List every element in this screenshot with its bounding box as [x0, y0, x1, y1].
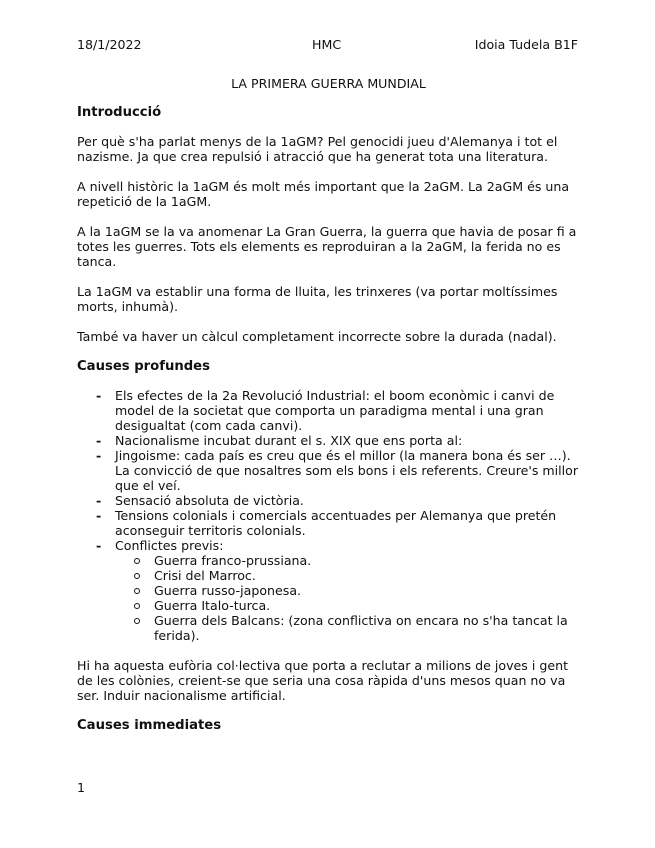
cause-item — [77, 508, 580, 538]
conflict-item — [115, 598, 580, 613]
conflict-text: Crisi del Marroc. — [154, 568, 256, 583]
page-number: 1 — [77, 780, 86, 795]
cause-text: Tensions colonials i comercials accentuades per Alemanya que pretén aconseguir territoris colonials. — [115, 508, 557, 538]
cause-text: Els efectes de la 2a Revolució Industrial: el boom econòmic i canvi de model de la societat que comporta un paradigma mental i una gran desigualtat (com cada canvi). — [115, 388, 555, 433]
conflict-text: Guerra Italo-turca. — [154, 598, 271, 613]
cause-item — [77, 538, 580, 643]
dash-bullet-icon: - — [96, 538, 102, 553]
cause-text: Sensació absoluta de victòria. — [115, 493, 304, 508]
conflict-text: Guerra dels Balcans: (zona conflictiva on encara no s'ha tancat la ferida). — [154, 613, 568, 643]
intro-paragraph: Per què s'ha parlat menys de la 1aGM? Pel genocidi jueu d'Alemanya i tot el nazisme. Ja que crea repulsió i atracció que ha generat tota una literatura. — [77, 134, 558, 164]
circle-bullet-icon — [134, 618, 140, 624]
circle-bullet-icon — [134, 573, 140, 579]
document-body — [77, 76, 580, 747]
cause-item — [77, 388, 580, 433]
header-subject: HMC — [312, 37, 342, 52]
intro-paragraph: La 1aGM va establir una forma de lluita, les trinxeres (va portar moltíssimes morts, inhumà). — [77, 284, 558, 314]
circle-bullet-icon — [134, 603, 140, 609]
page-header — [77, 37, 578, 53]
conflict-item — [115, 583, 580, 598]
causes-list — [77, 388, 580, 643]
cause-item — [77, 448, 580, 493]
closing-paragraph: Hi ha aquesta eufòria col·lectiva que porta a reclutar a milions de joves i gent de les colònies, creient-se que seria una cosa ràpida d'uns mesos quan no va ser. Induir nacionalisme artificial. — [77, 658, 569, 703]
header-author: Idoia Tudela B1F — [474, 37, 578, 52]
conflict-text: Guerra franco-prussiana. — [154, 553, 312, 568]
cause-item — [77, 493, 580, 508]
conflict-item — [115, 613, 580, 643]
previous-conflicts-list — [115, 553, 580, 643]
dash-bullet-icon: - — [96, 448, 102, 463]
conflict-text: Guerra russo-japonesa. — [154, 583, 302, 598]
intro-paragraph: A nivell històric la 1aGM és molt més important que la 2aGM. La 2aGM és una repetició de la 1aGM. — [77, 179, 570, 209]
document-title: LA PRIMERA GUERRA MUNDIAL — [231, 76, 426, 91]
causes-heading: Causes profundes — [77, 359, 210, 374]
conflict-item — [115, 553, 580, 568]
dash-bullet-icon: - — [96, 433, 102, 448]
intro-paragraph: També va haver un càlcul completament incorrecte sobre la durada (nadal). — [77, 329, 557, 344]
cause-text: Conflictes previs: — [115, 538, 224, 553]
cause-text: Jingoisme: cada país es creu que és el millor (la manera bona és ser …). La convicció de que nosaltres som els bons i els referents. Creure's millor que el veí. — [115, 448, 579, 493]
cause-text: Nacionalisme incubat durant el s. XIX que ens porta al: — [115, 433, 463, 448]
circle-bullet-icon — [134, 588, 140, 594]
header-date: 18/1/2022 — [77, 37, 142, 52]
intro-heading: Introducció — [77, 105, 162, 120]
conflict-item — [115, 568, 580, 583]
circle-bullet-icon — [134, 558, 140, 564]
dash-bullet-icon: - — [96, 508, 102, 523]
immediate-causes-heading: Causes immediates — [77, 718, 222, 733]
dash-bullet-icon: - — [96, 493, 102, 508]
intro-paragraph: A la 1aGM se la va anomenar La Gran Guerra, la guerra que havia de posar fi a totes les guerres. Tots els elements es reproduiran a la 2aGM, la ferida no es tanca. — [77, 224, 577, 269]
dash-bullet-icon: - — [96, 388, 102, 403]
cause-item — [77, 433, 580, 448]
